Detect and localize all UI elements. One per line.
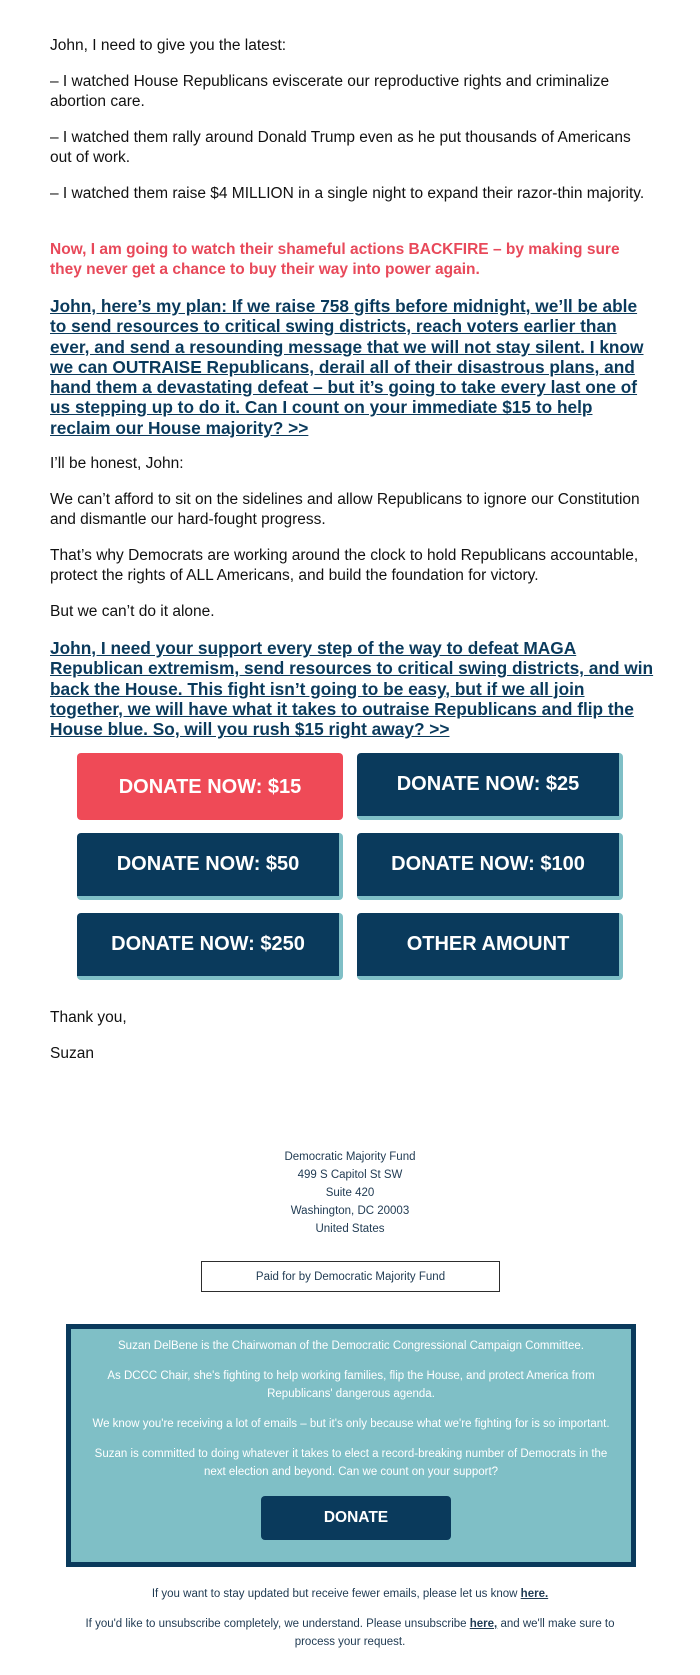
unsubscribe-link[interactable]: here, bbox=[469, 1618, 498, 1630]
info-line-chair: Suzan DelBene is the Chairwoman of the Democratic Congressional Campaign Committee. bbox=[118, 1340, 584, 1352]
fewer-emails-text: If you want to stay updated but receive fewer emails, please let us know bbox=[151, 1588, 518, 1600]
donate-100-button[interactable]: DONATE NOW: $100 bbox=[357, 833, 623, 900]
address-suite: Suite 420 bbox=[325, 1187, 375, 1199]
unsubscribe-text: If you'd like to unsubscribe completely, we understand. Please unsubscribe bbox=[85, 1618, 467, 1630]
thank-you: Thank you, bbox=[50, 1009, 127, 1026]
greeting: John, I need to give you the latest: bbox=[50, 37, 287, 54]
plan-donate-link[interactable]: John, here’s my plan: If we raise 758 gifts before midnight, we’ll be able to send resources to critical swing districts, reach voters earlier than ever, and send a resounding message that we will not stay silent. I know we can OUTRAISE Republicans, derail all of their disastrous plans, and hand them a devastating defeat – but it’s going to take every last one of us stepping up to do it. Can I count on your immediate $15 to help reclaim our House majority? >> bbox=[50, 296, 644, 438]
around-clock-paragraph: That’s why Democrats are working around the clock to hold Republicans accountable, protect the rights of ALL Americans, and build the foundation for victory. bbox=[50, 547, 639, 584]
info-line-emails: We know you're receiving a lot of emails – but it's only because what we're fighting for is so important. bbox=[92, 1418, 610, 1430]
donate-15-button[interactable]: DONATE NOW: $15 bbox=[77, 753, 343, 820]
fewer-emails-line bbox=[0, 1585, 700, 1603]
sidelines-paragraph: We can’t afford to sit on the sidelines and allow Republicans to ignore our Constitution and dismantle our hard-fought progress. bbox=[50, 491, 640, 528]
address-org: Democratic Majority Fund bbox=[284, 1151, 416, 1163]
honest-line: I’ll be honest, John: bbox=[50, 455, 184, 472]
donate-button[interactable]: DONATE bbox=[261, 1496, 451, 1540]
unsubscribe-tail: and we'll make sure to process your request. bbox=[294, 1618, 615, 1648]
fewer-emails-link[interactable]: here. bbox=[520, 1588, 549, 1600]
donate-50-button[interactable]: DONATE NOW: $50 bbox=[77, 833, 343, 900]
unsubscribe-line bbox=[0, 1615, 700, 1651]
dccc-info-box bbox=[66, 1324, 636, 1567]
highlight-backfire: Now, I am going to watch their shameful actions BACKFIRE – by making sure they never get a chance to buy their way into power again. bbox=[50, 241, 620, 278]
donate-250-button[interactable]: DONATE NOW: $250 bbox=[77, 913, 343, 980]
donate-25-button[interactable]: DONATE NOW: $25 bbox=[357, 753, 623, 820]
cant-do-it-alone: But we can’t do it alone. bbox=[50, 603, 215, 620]
signature-name: Suzan bbox=[50, 1045, 94, 1062]
bullet-four-million: – I watched them raise $4 MILLION in a single night to expand their razor-thin majority. bbox=[50, 185, 645, 202]
other-amount-button[interactable]: OTHER AMOUNT bbox=[357, 913, 623, 980]
address-city: Washington, DC 20003 bbox=[290, 1205, 410, 1217]
paid-for-disclaimer: Paid for by Democratic Majority Fund bbox=[201, 1261, 500, 1292]
info-line-fighting: As DCCC Chair, she's fighting to help working families, flip the House, and protect America from Republicans' dangerous agenda. bbox=[107, 1370, 595, 1400]
info-line-committed: Suzan is committed to doing whatever it takes to elect a record-breaking number of Democrats in the next election and beyond. Can we count on your support? bbox=[94, 1448, 608, 1478]
support-donate-link[interactable]: John, I need your support every step of the way to defeat MAGA Republican extremism, send resources to critical swing districts, and win back the House. This fight isn’t going to be easy, but if we all join together, we will have what it takes to outraise Republicans and flip the House blue. So, will you rush $15 right away? >> bbox=[50, 638, 654, 740]
bullet-reproductive-rights: – I watched House Republicans eviscerate our reproductive rights and criminalize abortion care. bbox=[50, 73, 610, 110]
bullet-trump: – I watched them rally around Donald Trump even as he put thousands of Americans out of work. bbox=[50, 129, 631, 166]
address-country: United States bbox=[315, 1223, 385, 1235]
address-street: 499 S Capitol St SW bbox=[297, 1169, 403, 1181]
